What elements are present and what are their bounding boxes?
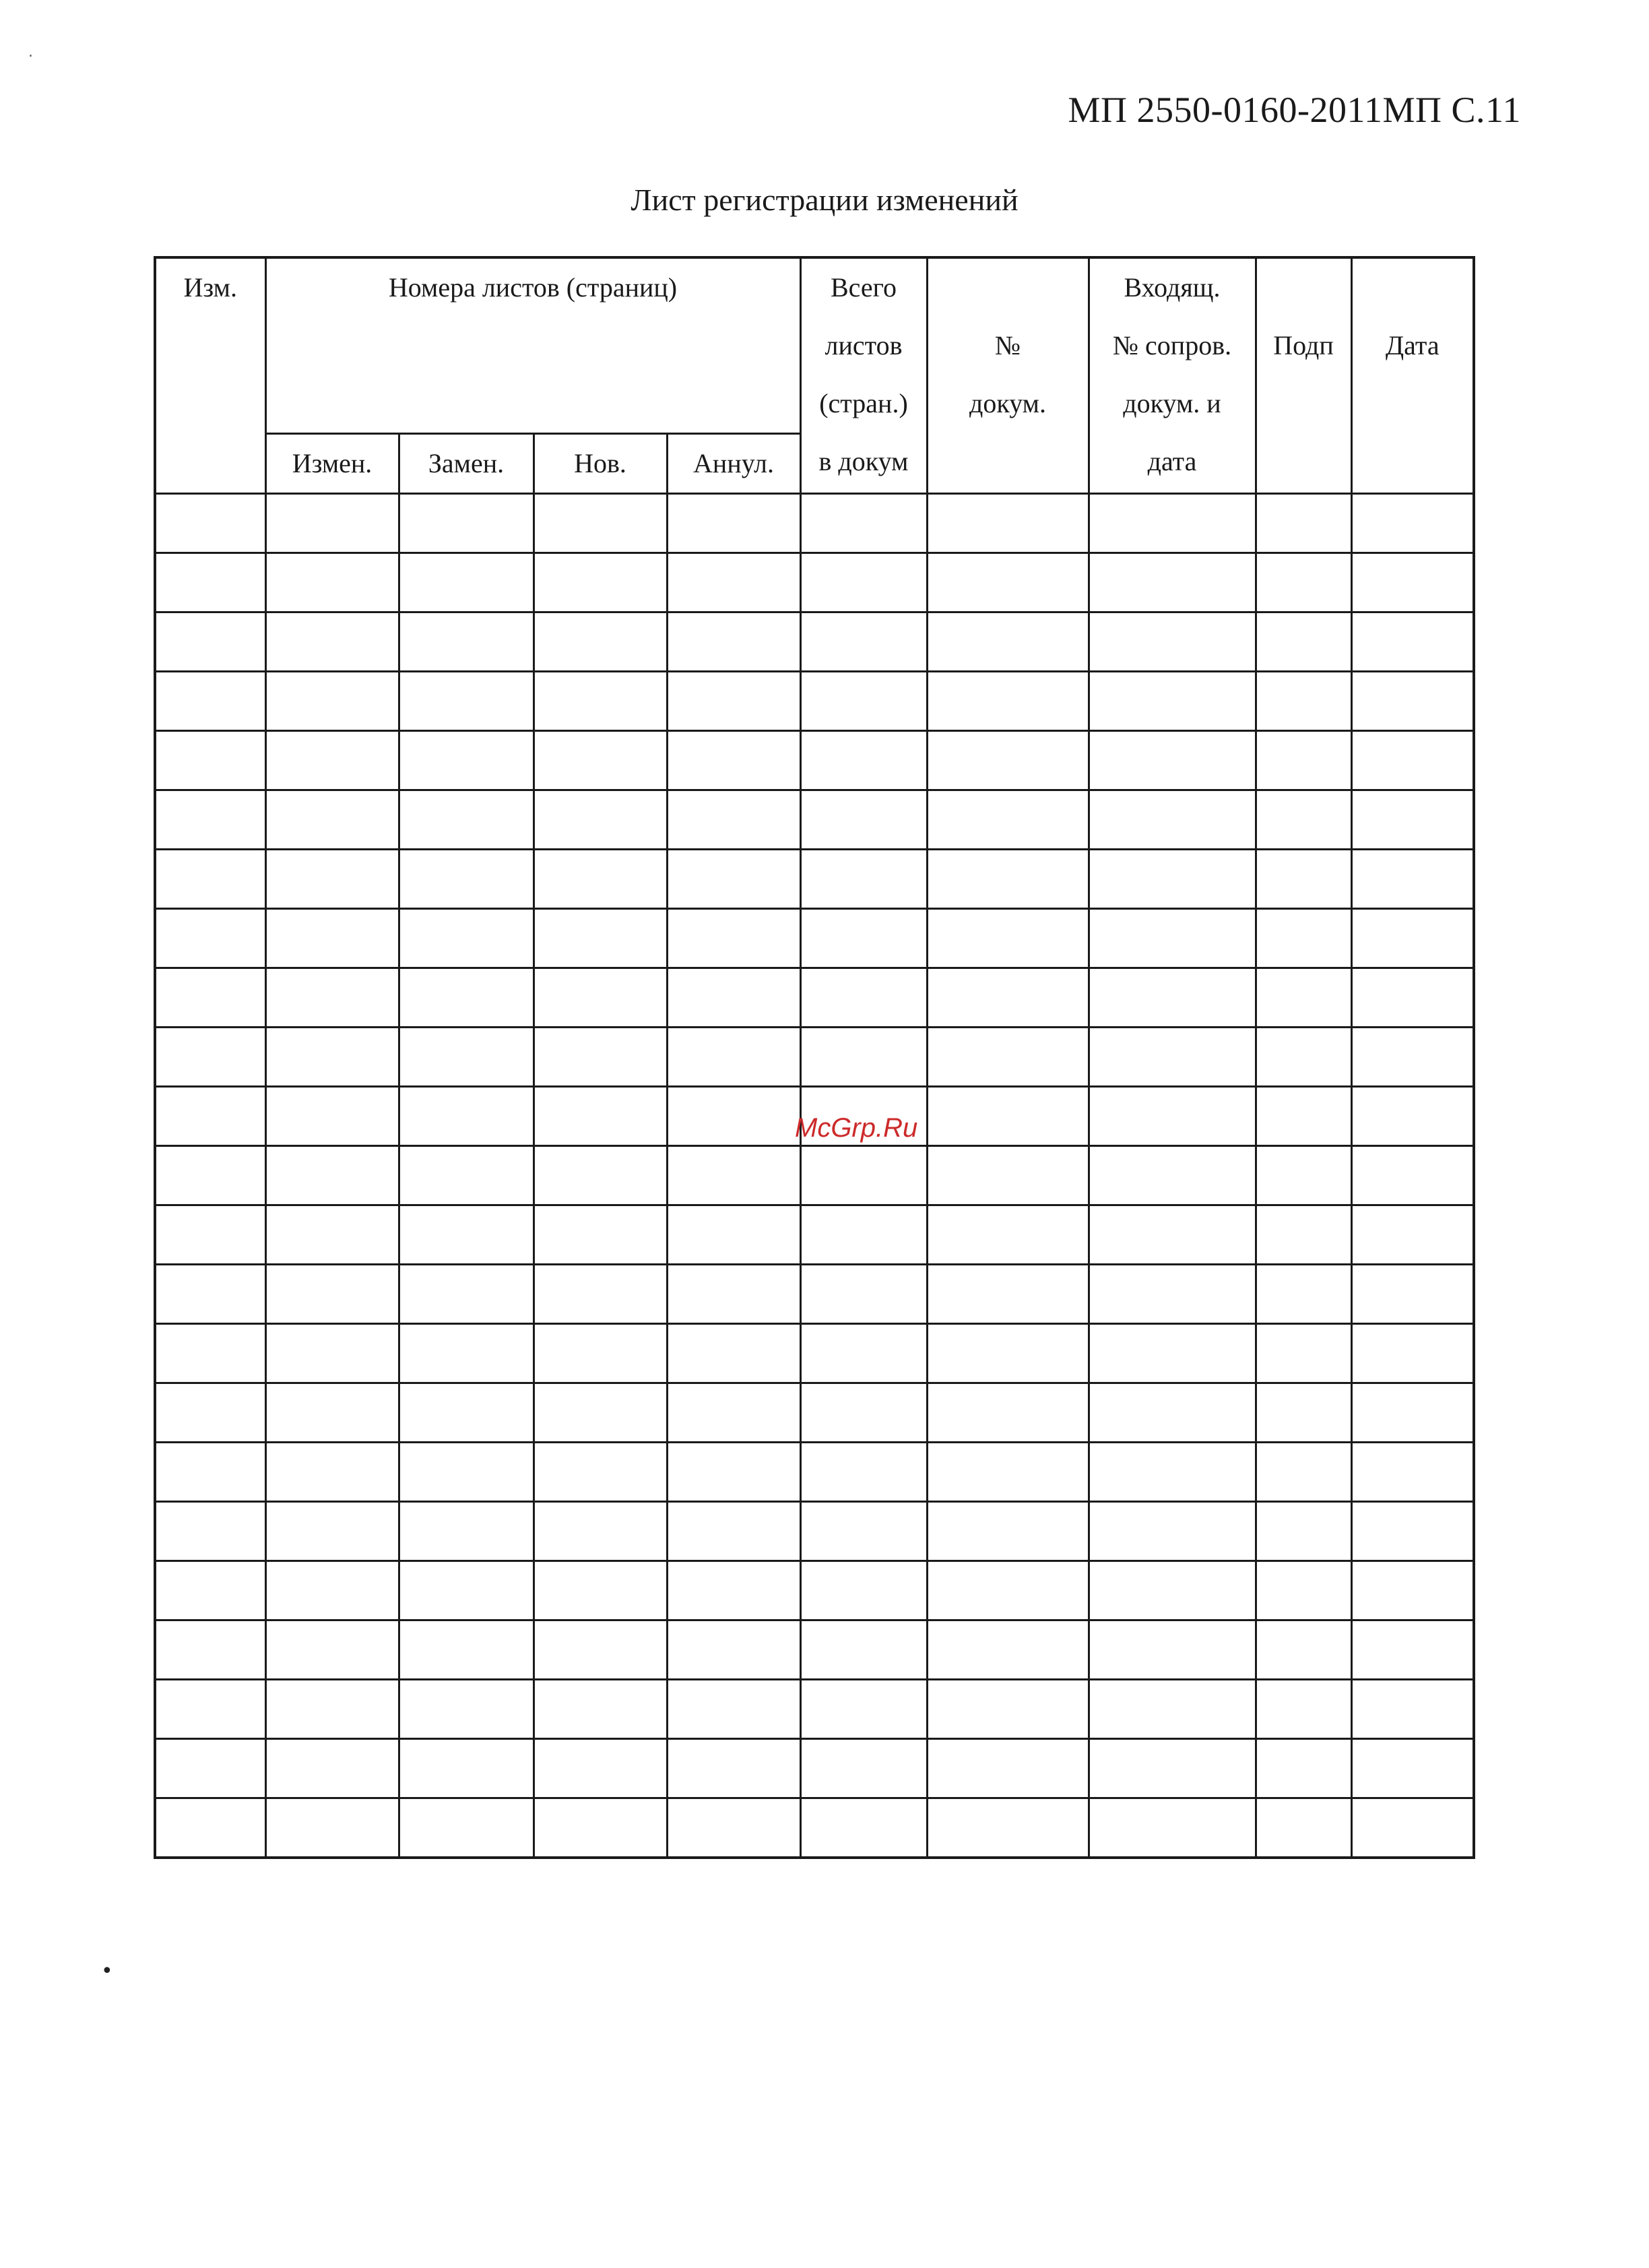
- table-cell: [155, 968, 265, 1028]
- table-cell: [667, 1324, 800, 1383]
- table-cell: [534, 1561, 667, 1620]
- table-cell: [1351, 672, 1474, 731]
- table-cell: [534, 850, 667, 909]
- table-cell: [155, 672, 265, 731]
- col-header-doc-number: [927, 257, 1089, 494]
- table-cell: [155, 1443, 265, 1502]
- table-cell: [1089, 1146, 1256, 1205]
- table-cell: [927, 494, 1089, 553]
- table-cell: [534, 1265, 667, 1324]
- table-cell: [667, 672, 800, 731]
- table-cell: [1256, 1620, 1351, 1680]
- incoming-line-1: Входящ.: [1124, 272, 1221, 303]
- table-cell: [667, 1265, 800, 1324]
- table-cell: [927, 1620, 1089, 1680]
- table-cell: [1351, 790, 1474, 850]
- table-cell: [1089, 1087, 1256, 1146]
- table-cell: [800, 1205, 927, 1265]
- table-cell: [1351, 1739, 1474, 1798]
- table-cell: [927, 968, 1089, 1028]
- table-row: [155, 731, 1474, 790]
- table-cell: [1351, 1146, 1474, 1205]
- table-cell: [155, 1205, 265, 1265]
- docnum-line-1: №: [994, 330, 1021, 360]
- table-cell: [800, 1739, 927, 1798]
- table-cell: [265, 790, 399, 850]
- table-cell: [800, 1383, 927, 1443]
- table-cell: [399, 1680, 534, 1739]
- table-row: [155, 553, 1474, 612]
- table-row: [155, 1680, 1474, 1739]
- table-row: [155, 1798, 1474, 1858]
- table-cell: [800, 1680, 927, 1739]
- col-header-sign: Подп: [1256, 257, 1351, 494]
- table-cell: [1256, 1205, 1351, 1265]
- table-cell: [1351, 1324, 1474, 1383]
- table-cell: [399, 1561, 534, 1620]
- table-cell: [1256, 1443, 1351, 1502]
- table-cell: [667, 1798, 800, 1858]
- table-cell: [1256, 1324, 1351, 1383]
- table-cell: [1089, 790, 1256, 850]
- table-cell: [667, 1383, 800, 1443]
- table-cell: [1351, 1265, 1474, 1324]
- table-cell: [667, 731, 800, 790]
- change-registration-table: [154, 256, 1475, 1859]
- table-cell: [534, 672, 667, 731]
- table-cell: [155, 1680, 265, 1739]
- table-cell: [155, 1620, 265, 1680]
- table-cell: [1089, 1620, 1256, 1680]
- table-cell: [1351, 1205, 1474, 1265]
- table-cell: [1089, 1383, 1256, 1443]
- table-cell: [1256, 1028, 1351, 1087]
- table-cell: [1256, 494, 1351, 553]
- table-cell: [667, 612, 800, 672]
- table-cell: [927, 1265, 1089, 1324]
- watermark: McGrp.Ru: [795, 1113, 918, 1143]
- table-cell: [927, 1146, 1089, 1205]
- table-cell: [155, 1146, 265, 1205]
- table-cell: [667, 553, 800, 612]
- table-row: [155, 850, 1474, 909]
- total-line-2: листов: [825, 330, 903, 360]
- table-cell: [399, 1087, 534, 1146]
- table-cell: [1256, 553, 1351, 612]
- sub-header-replaced: Замен.: [399, 434, 534, 494]
- table-cell: [399, 612, 534, 672]
- table-cell: [800, 1146, 927, 1205]
- table-cell: [927, 612, 1089, 672]
- scan-speck: ‧: [28, 49, 33, 65]
- table-cell: [1256, 731, 1351, 790]
- col-header-izm: Изм.: [155, 257, 265, 494]
- table-cell: [265, 1739, 399, 1798]
- table-cell: [1351, 1383, 1474, 1443]
- table-cell: [800, 850, 927, 909]
- table-cell: [399, 1502, 534, 1561]
- table-cell: [1351, 612, 1474, 672]
- table-cell: [1351, 1798, 1474, 1858]
- table-cell: [1351, 850, 1474, 909]
- table-cell: [534, 731, 667, 790]
- table-cell: [927, 1502, 1089, 1561]
- table-cell: [667, 1739, 800, 1798]
- table-cell: [534, 1680, 667, 1739]
- docnum-line-2: докум.: [969, 388, 1046, 418]
- table-cell: [800, 494, 927, 553]
- table-cell: [265, 1620, 399, 1680]
- table-cell: [1256, 1680, 1351, 1739]
- table-cell: [399, 790, 534, 850]
- table-cell: [534, 1620, 667, 1680]
- table-cell: [1256, 850, 1351, 909]
- table-cell: [265, 1324, 399, 1383]
- table-cell: [1351, 1620, 1474, 1680]
- table-cell: [1089, 968, 1256, 1028]
- table-cell: [399, 731, 534, 790]
- table-row: [155, 790, 1474, 850]
- table-cell: [1256, 1561, 1351, 1620]
- table-row: [155, 1265, 1474, 1324]
- table-row: [155, 1028, 1474, 1087]
- table-cell: [927, 790, 1089, 850]
- table-cell: [534, 968, 667, 1028]
- table-cell: [800, 1620, 927, 1680]
- document-code: МП 2550-0160-2011МП С.11: [1068, 90, 1521, 130]
- incoming-line-2: № сопров.: [1112, 330, 1232, 360]
- table-cell: [1256, 672, 1351, 731]
- table-cell: [155, 1265, 265, 1324]
- table-cell: [1089, 1502, 1256, 1561]
- table-cell: [265, 553, 399, 612]
- table-cell: [265, 1087, 399, 1146]
- table-cell: [667, 1205, 800, 1265]
- table-cell: [800, 553, 927, 612]
- table-cell: [265, 494, 399, 553]
- table-cell: [1089, 1798, 1256, 1858]
- table-cell: [1351, 1502, 1474, 1561]
- table-cell: [155, 494, 265, 553]
- table-cell: [399, 1798, 534, 1858]
- table-cell: [667, 1561, 800, 1620]
- table-cell: [927, 1087, 1089, 1146]
- table-row: [155, 1443, 1474, 1502]
- table-cell: [399, 1739, 534, 1798]
- table-cell: [399, 494, 534, 553]
- table-cell: [534, 494, 667, 553]
- table-cell: [155, 731, 265, 790]
- table-cell: [927, 1383, 1089, 1443]
- table-cell: [1256, 1265, 1351, 1324]
- table-cell: [265, 1265, 399, 1324]
- table-cell: [1351, 1087, 1474, 1146]
- table-cell: [1351, 494, 1474, 553]
- table-cell: [155, 909, 265, 968]
- table-cell: [1089, 731, 1256, 790]
- table-cell: [667, 1028, 800, 1087]
- table-cell: [399, 1205, 534, 1265]
- table-cell: [534, 909, 667, 968]
- table-cell: [265, 612, 399, 672]
- table-cell: [265, 1443, 399, 1502]
- table-cell: [1351, 1561, 1474, 1620]
- table-cell: [1256, 612, 1351, 672]
- table-cell: [155, 553, 265, 612]
- table-cell: [800, 790, 927, 850]
- table-cell: [927, 1205, 1089, 1265]
- table-cell: [155, 790, 265, 850]
- table-cell: [399, 1265, 534, 1324]
- table-cell: [399, 909, 534, 968]
- incoming-line-4: дата: [1147, 446, 1197, 476]
- table-cell: [1089, 1205, 1256, 1265]
- table-cell: [534, 1028, 667, 1087]
- sub-header-new: Нов.: [534, 434, 667, 494]
- table-cell: [667, 968, 800, 1028]
- table-cell: [534, 1146, 667, 1205]
- table-cell: [1089, 1561, 1256, 1620]
- table-row: [155, 494, 1474, 553]
- table-cell: [399, 1443, 534, 1502]
- table-cell: [265, 1146, 399, 1205]
- table-cell: [534, 1205, 667, 1265]
- table-cell: [1089, 672, 1256, 731]
- table-row: [155, 968, 1474, 1028]
- table-cell: [800, 1502, 927, 1561]
- table-cell: [667, 850, 800, 909]
- total-line-4: в докум: [818, 446, 909, 476]
- table-cell: [927, 1324, 1089, 1383]
- table-cell: [800, 672, 927, 731]
- table-cell: [155, 1739, 265, 1798]
- table-cell: [534, 1443, 667, 1502]
- table-cell: [155, 850, 265, 909]
- table-cell: [800, 968, 927, 1028]
- table-cell: [927, 1739, 1089, 1798]
- page-title: Лист регистрации изменений: [630, 183, 1019, 217]
- table-cell: [155, 1383, 265, 1443]
- table-cell: [1089, 1324, 1256, 1383]
- table-cell: [155, 1087, 265, 1146]
- scan-speck: •: [101, 1959, 113, 1983]
- table-cell: [1256, 790, 1351, 850]
- col-header-date: Дата: [1351, 257, 1474, 494]
- table-cell: [155, 1502, 265, 1561]
- table-cell: [155, 1798, 265, 1858]
- table-cell: [1256, 1146, 1351, 1205]
- table-cell: [155, 1561, 265, 1620]
- table-cell: [155, 1028, 265, 1087]
- table-cell: [265, 731, 399, 790]
- table-cell: [399, 553, 534, 612]
- table-row: [155, 909, 1474, 968]
- table-cell: [399, 1383, 534, 1443]
- table-cell: [800, 1561, 927, 1620]
- table-cell: [534, 1087, 667, 1146]
- table-cell: [1089, 1680, 1256, 1739]
- table-cell: [265, 1561, 399, 1620]
- incoming-line-3: докум. и: [1123, 388, 1221, 418]
- table-cell: [800, 1028, 927, 1087]
- total-line-1: Всего: [830, 272, 897, 303]
- table-cell: [265, 1205, 399, 1265]
- table-cell: [265, 1383, 399, 1443]
- table-cell: [1256, 909, 1351, 968]
- table-cell: [534, 790, 667, 850]
- table-cell: [1256, 1798, 1351, 1858]
- table-row: [155, 1383, 1474, 1443]
- table-body: [155, 494, 1474, 1858]
- table-cell: [1089, 494, 1256, 553]
- table-cell: [927, 1443, 1089, 1502]
- table-cell: [534, 1798, 667, 1858]
- table-cell: [1256, 968, 1351, 1028]
- table-row: [155, 672, 1474, 731]
- table-cell: [399, 672, 534, 731]
- table-cell: [534, 1502, 667, 1561]
- sub-header-changed: Измен.: [265, 434, 399, 494]
- table-cell: [534, 1739, 667, 1798]
- table-cell: [1351, 553, 1474, 612]
- table-row: [155, 1146, 1474, 1205]
- table-cell: [927, 1561, 1089, 1620]
- table-cell: [1256, 1087, 1351, 1146]
- table-cell: [667, 1620, 800, 1680]
- table-row: [155, 1561, 1474, 1620]
- table-cell: [155, 612, 265, 672]
- table-cell: [1089, 909, 1256, 968]
- table-cell: [1256, 1502, 1351, 1561]
- table-cell: [399, 1324, 534, 1383]
- table-cell: [265, 672, 399, 731]
- table-cell: [265, 1502, 399, 1561]
- table-cell: [800, 731, 927, 790]
- table-cell: [1089, 1265, 1256, 1324]
- table-cell: [667, 909, 800, 968]
- table-cell: [800, 1443, 927, 1502]
- table-cell: [667, 494, 800, 553]
- col-header-total-sheets: [800, 257, 927, 494]
- table-cell: [1351, 1680, 1474, 1739]
- table-cell: [534, 612, 667, 672]
- table-cell: [399, 1620, 534, 1680]
- total-line-3: (стран.): [819, 388, 908, 418]
- table-cell: [265, 850, 399, 909]
- table-cell: [667, 1146, 800, 1205]
- table-cell: [1089, 1443, 1256, 1502]
- table-cell: [534, 1324, 667, 1383]
- table-cell: [399, 850, 534, 909]
- col-header-incoming: [1089, 257, 1256, 494]
- table-cell: [265, 1028, 399, 1087]
- table-cell: [265, 968, 399, 1028]
- table-cell: [927, 1680, 1089, 1739]
- table-cell: [667, 1443, 800, 1502]
- table-row: [155, 1205, 1474, 1265]
- table-cell: [800, 1798, 927, 1858]
- table-cell: [667, 1680, 800, 1739]
- table-cell: [399, 1146, 534, 1205]
- table-cell: [927, 672, 1089, 731]
- table-cell: [534, 553, 667, 612]
- table-row: [155, 1502, 1474, 1561]
- table-cell: [1089, 1028, 1256, 1087]
- table-cell: [399, 968, 534, 1028]
- table-cell: [667, 1502, 800, 1561]
- table-cell: [927, 909, 1089, 968]
- table-cell: [1351, 731, 1474, 790]
- table-cell: [800, 909, 927, 968]
- table-cell: [265, 1798, 399, 1858]
- table-cell: [1089, 850, 1256, 909]
- table-row: [155, 1324, 1474, 1383]
- table-cell: [1089, 553, 1256, 612]
- col-header-sheet-numbers: Номера листов (страниц): [265, 257, 800, 434]
- table-cell: [927, 1028, 1089, 1087]
- table-cell: [1256, 1383, 1351, 1443]
- table-cell: [927, 731, 1089, 790]
- table-cell: [399, 1028, 534, 1087]
- table-cell: [800, 1265, 927, 1324]
- table-cell: [265, 909, 399, 968]
- table-cell: [155, 1324, 265, 1383]
- table-cell: [1089, 1739, 1256, 1798]
- table-cell: [1089, 612, 1256, 672]
- table-cell: [1351, 1028, 1474, 1087]
- table-cell: [534, 1383, 667, 1443]
- table-cell: [1351, 909, 1474, 968]
- table-cell: [1256, 1739, 1351, 1798]
- table-cell: [800, 1324, 927, 1383]
- table-cell: [667, 790, 800, 850]
- table-cell: [1351, 1443, 1474, 1502]
- table-cell: [927, 1798, 1089, 1858]
- table-cell: [927, 850, 1089, 909]
- sub-header-cancelled: Аннул.: [667, 434, 800, 494]
- table-cell: [927, 553, 1089, 612]
- table-row: [155, 612, 1474, 672]
- table-row: [155, 1739, 1474, 1798]
- table-row: [155, 1620, 1474, 1680]
- table-cell: [667, 1087, 800, 1146]
- table-cell: [800, 612, 927, 672]
- table-cell: [1351, 968, 1474, 1028]
- table-cell: [265, 1680, 399, 1739]
